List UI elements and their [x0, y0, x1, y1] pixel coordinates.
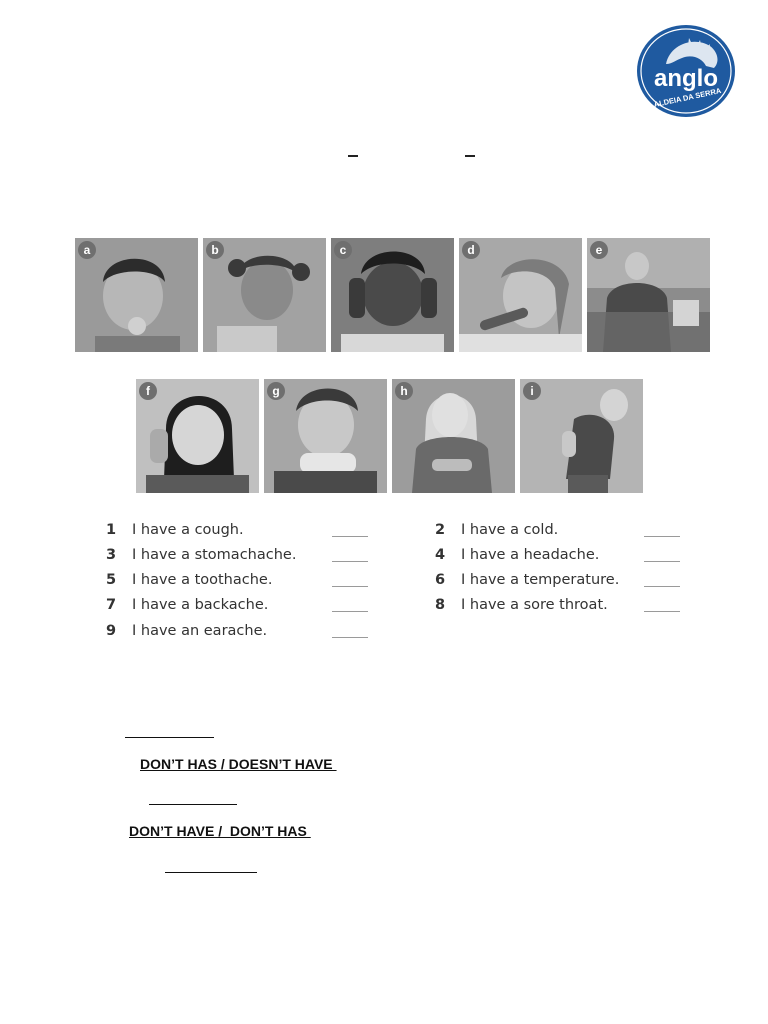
sentence-text: I have a temperature. — [461, 572, 620, 588]
logo-subtitle: ALDEIA DA SERRA — [652, 86, 722, 110]
sentence-text: I have a cold. — [461, 522, 559, 538]
answer-blank-1[interactable] — [332, 536, 368, 537]
sentence-text: I have a stomachache. — [132, 547, 297, 563]
sentence-number: 1 — [106, 522, 117, 538]
option-choice-2: DON’T HAVE / DON’T HAS — [129, 823, 311, 839]
answer-blank-2[interactable] — [644, 536, 680, 537]
sentence-number: 9 — [106, 623, 117, 639]
fill-blank-2[interactable] — [149, 804, 237, 805]
title-dash-right — [465, 155, 475, 157]
title-dash-left — [348, 155, 358, 157]
sentence-text: I have a cough. — [132, 522, 244, 538]
sentence-number: 2 — [435, 522, 446, 538]
answer-blank-9[interactable] — [332, 637, 368, 638]
sentence-8 — [435, 595, 608, 615]
picture-a — [75, 238, 198, 352]
sentence-text: I have an earache. — [132, 623, 268, 639]
sentence-number: 7 — [106, 597, 117, 613]
option-choice-1: DON’T HAS / DOESN’T HAVE — [140, 756, 337, 772]
sentence-1 — [106, 520, 244, 540]
sentence-text: I have a backache. — [132, 597, 269, 613]
answer-blank-8[interactable] — [644, 611, 680, 612]
picture-letter: b — [206, 241, 224, 259]
picture-i — [520, 379, 643, 493]
sentence-2 — [435, 520, 558, 540]
picture-h — [392, 379, 515, 493]
sentence-3 — [106, 545, 296, 565]
answer-blank-7[interactable] — [332, 611, 368, 612]
fill-blank-1[interactable] — [125, 737, 214, 738]
picture-letter: i — [523, 382, 541, 400]
sentence-number: 6 — [435, 572, 446, 588]
picture-letter: f — [139, 382, 157, 400]
answer-blank-4[interactable] — [644, 561, 680, 562]
sentence-number: 4 — [435, 547, 446, 563]
sentence-text: I have a headache. — [461, 547, 600, 563]
picture-letter: e — [590, 241, 608, 259]
logo-wordmark: anglo — [654, 65, 718, 92]
picture-f — [136, 379, 259, 493]
picture-letter: d — [462, 241, 480, 259]
sentence-6 — [435, 570, 619, 590]
fill-blank-3[interactable] — [165, 872, 257, 873]
picture-letter: h — [395, 382, 413, 400]
picture-d — [459, 238, 582, 352]
picture-c — [331, 238, 454, 352]
sentence-5 — [106, 570, 272, 590]
sentence-number: 3 — [106, 547, 117, 563]
answer-blank-3[interactable] — [332, 561, 368, 562]
sentence-7 — [106, 595, 268, 615]
sentence-number: 5 — [106, 572, 117, 588]
picture-letter: a — [78, 241, 96, 259]
picture-e — [587, 238, 710, 352]
picture-g — [264, 379, 387, 493]
sentence-4 — [435, 545, 599, 565]
picture-letter: c — [334, 241, 352, 259]
answer-blank-6[interactable] — [644, 586, 680, 587]
sentence-9 — [106, 621, 267, 641]
sentence-text: I have a toothache. — [132, 572, 273, 588]
answer-blank-5[interactable] — [332, 586, 368, 587]
school-logo — [636, 24, 736, 118]
sentence-text: I have a sore throat. — [461, 597, 608, 613]
picture-letter: g — [267, 382, 285, 400]
sentence-number: 8 — [435, 597, 446, 613]
picture-b — [203, 238, 326, 352]
